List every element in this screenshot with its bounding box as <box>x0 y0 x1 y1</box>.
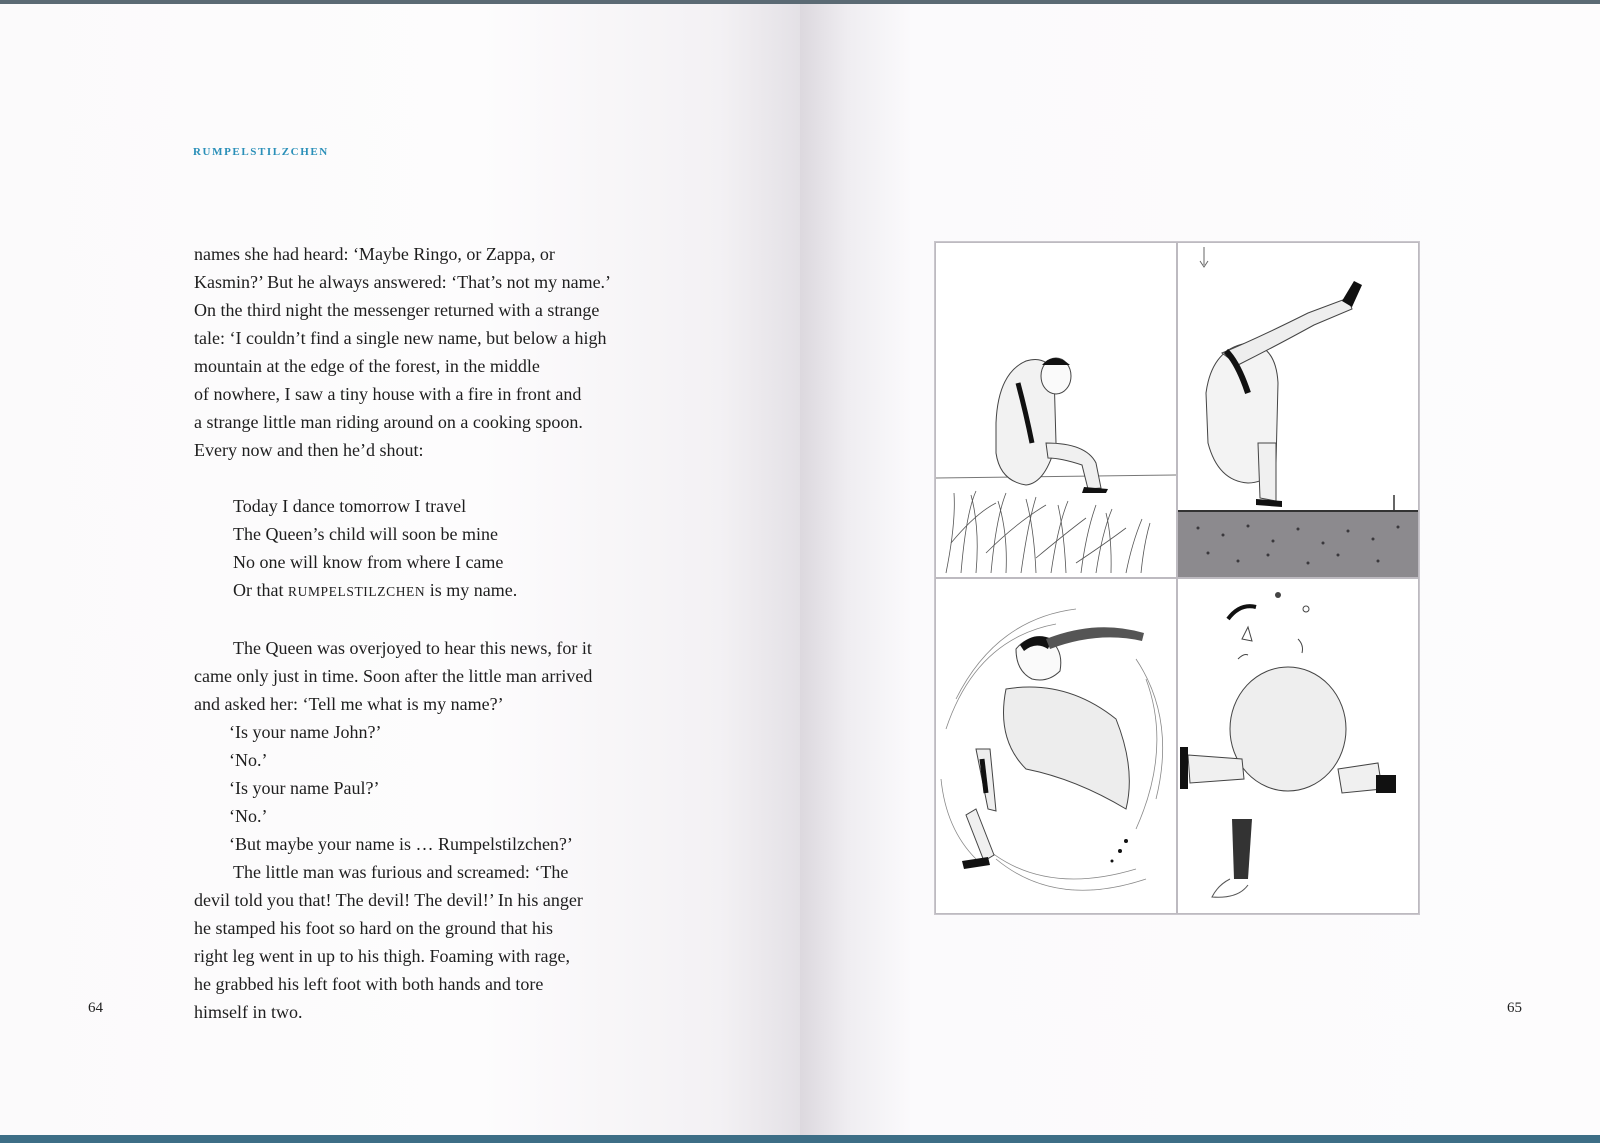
page-number-left: 64 <box>88 1000 103 1016</box>
text-line: he grabbed his left foot with both hands and tore <box>194 974 544 994</box>
text-line: The Queen was overjoyed to hear this news, for it <box>233 638 592 658</box>
text-line: On the third night the messenger returned with a strange <box>194 300 600 320</box>
dialog-line: ‘No.’ <box>229 750 268 770</box>
verse-line: Today I dance tomorrow I travel <box>233 496 467 516</box>
text-line: The little man was furious and screamed: ‘The <box>233 862 569 882</box>
text-line: mountain at the edge of the forest, in the middle <box>194 356 540 376</box>
text-line: a strange little man riding around on a cooking spoon. <box>194 412 583 432</box>
left-page <box>0 4 800 1137</box>
cover-edge <box>0 1135 1600 1143</box>
text-line: he stamped his foot so hard on the ground that his <box>194 918 553 938</box>
text-line: right leg went in up to his thigh. Foaming with rage, <box>194 946 570 966</box>
body-text <box>194 240 694 1026</box>
right-page <box>800 4 1600 1137</box>
verse-name: RUMPELSTILZCHEN <box>287 584 426 599</box>
running-head: RUMPELSTILZCHEN <box>193 146 329 158</box>
dialog-line: ‘Is your name John?’ <box>229 722 382 742</box>
panel-seated-man <box>935 242 1177 578</box>
text-line: himself in two. <box>194 1002 303 1022</box>
panel-spinning-man <box>935 578 1177 914</box>
text-line: names she had heard: ‘Maybe Ringo, or Zappa, or <box>194 244 555 264</box>
text-line: came only just in time. Soon after the little man arrived <box>194 666 593 686</box>
text-line: Every now and then he’d shout: <box>194 440 424 460</box>
verse-line: No one will know from where I came <box>233 552 504 572</box>
verse-prefix: Or that <box>233 580 288 600</box>
verse-line: The Queen’s child will soon be mine <box>233 524 498 544</box>
dialog-line: ‘No.’ <box>229 806 268 826</box>
panel-torn-man <box>1177 578 1419 914</box>
text-line: and asked her: ‘Tell me what is my name?’ <box>194 694 504 714</box>
text-line: tale: ‘I couldn’t find a single new name, but below a high <box>194 328 607 348</box>
dialog-line: ‘But maybe your name is … Rumpelstilzchen?’ <box>229 834 573 854</box>
etching-illustration <box>934 241 1420 915</box>
text-line: of nowhere, I saw a tiny house with a fire in front and <box>194 384 582 404</box>
text-line: Kasmin?’ But he always answered: ‘That’s not my name.’ <box>194 272 612 292</box>
page-number-right: 65 <box>1507 1000 1522 1016</box>
panel-stamping-man <box>1177 242 1419 578</box>
verse-line <box>194 576 694 606</box>
dialog-line: ‘Is your name Paul?’ <box>229 778 380 798</box>
verse-suffix: is my name. <box>425 580 518 600</box>
text-line: devil told you that! The devil! The devil!’ In his anger <box>194 890 583 910</box>
